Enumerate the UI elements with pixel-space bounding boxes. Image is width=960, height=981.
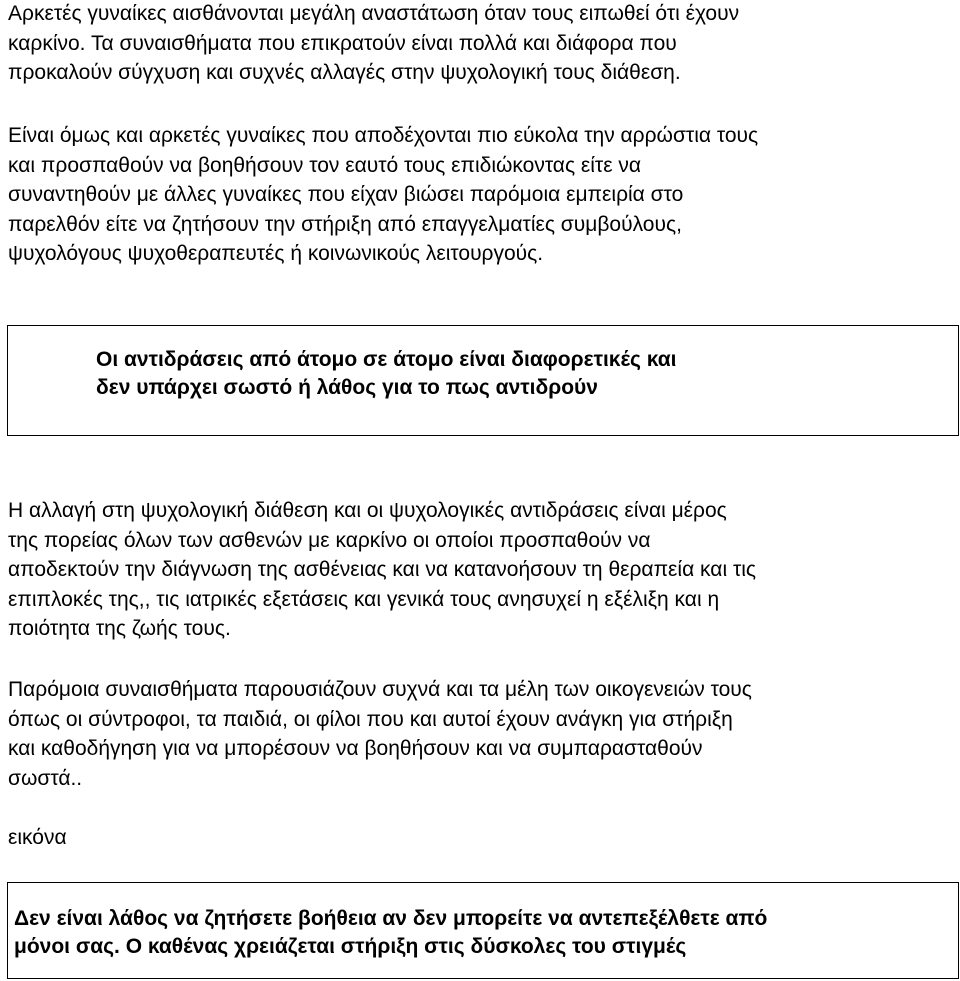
text-line: Η αλλαγή στη ψυχολογική διάθεση και οι ψυχολογικές αντιδράσεις είναι μέρος (8, 499, 727, 522)
callout-line: Οι αντιδράσεις από άτομο σε άτομο είναι διαφορετικές και (96, 348, 677, 371)
family-paragraph (8, 675, 958, 793)
text-line: προκαλούν σύγχυση και συχνές αλλαγές στην ψυχολογική τους διάθεση. (8, 61, 681, 84)
text-line: συναντηθούν με άλλες γυναίκες που είχαν βιώσει παρόμοια εμπειρία στο (8, 183, 684, 206)
help-callout-box (7, 882, 959, 979)
callout-text (96, 346, 677, 402)
text-line: Παρόμοια συναισθήματα παρουσιάζουν συχνά και τα μέλη των οικογενειών τους (8, 678, 752, 701)
acceptance-paragraph (8, 121, 958, 269)
text-line: σωστά.. (8, 766, 83, 790)
text-line: ψυχολόγους ψυχοθεραπευτές ή κοινωνικούς λειτουργούς. (8, 242, 544, 265)
callout-text (14, 905, 767, 961)
text-line: εικόνα (8, 826, 67, 849)
text-line: ποιότητα της ζωής τους. (8, 617, 231, 640)
callout-line: Δεν είναι λάθος να ζητήσετε βοήθεια αν δεν μπορείτε να αντεπεξέλθετε από (14, 907, 768, 930)
text-line: και προσπαθούν να βοηθήσουν τον εαυτό τους επιδιώκοντας είτε να (8, 153, 642, 177)
text-line: Αρκετές γυναίκες αισθάνονται μεγάλη αναστάτωση όταν τους ειπωθεί ότι έχουν (8, 2, 740, 25)
text-line: παρελθόν είτε να ζητήσουν την στήριξη από επαγγελματίες συμβούλους, (8, 212, 682, 236)
intro-paragraph (8, 0, 958, 88)
callout-line: μόνοι σας. Ο καθένας χρειάζεται στήριξη στις δύσκολες του στιγμές (14, 935, 687, 958)
text-line: όπως οι σύντροφοι, τα παιδιά, οι φίλοι που και αυτοί έχουν ανάγκη για στήριξη (8, 707, 733, 731)
text-line: επιπλοκές της,, τις ιατρικές εξετάσεις και γενικά τους ανησυχεί η εξέλιξη και η (8, 587, 720, 611)
callout-line: δεν υπάρχει σωστό ή λάθος για το πως αντιδρούν (96, 376, 598, 399)
text-line: καρκίνο. Τα συναισθήματα που επικρατούν είναι πολλά και διάφορα που (8, 31, 677, 55)
psychological-change-paragraph (8, 496, 958, 644)
reactions-callout-box (7, 325, 959, 436)
text-line: αποδεκτούν την διάγνωση της ασθένειας και να κατανοήσουν τη θεραπεία και τις (8, 558, 757, 581)
text-line: και καθοδήγηση για να μπορέσουν να βοηθήσουν και να συμπαρασταθούν (8, 737, 703, 760)
image-caption (8, 823, 958, 853)
text-line: Είναι όμως και αρκετές γυναίκες που αποδέχονται πιο εύκολα την αρρώστια τους (8, 124, 759, 147)
text-line: της πορείας όλων των ασθενών με καρκίνο οι οποίοι προσπαθούν να (8, 528, 651, 552)
